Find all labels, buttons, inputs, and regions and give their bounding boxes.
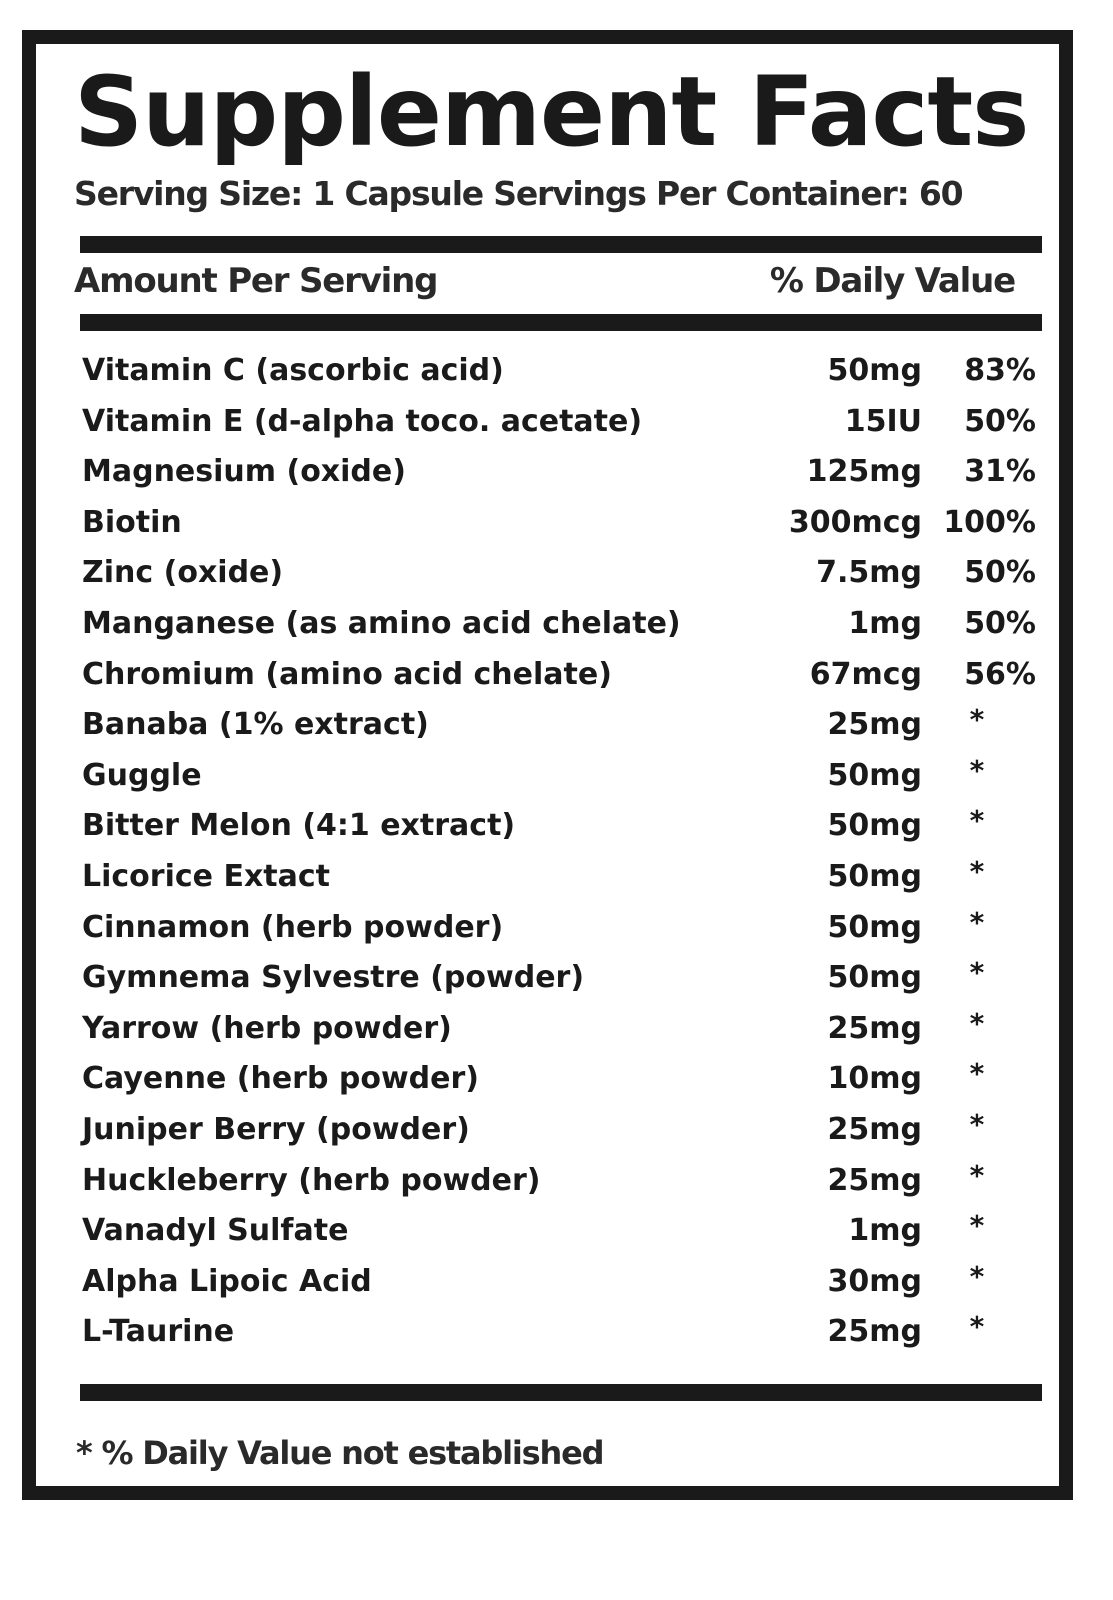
ingredient-row: [82, 1004, 1044, 1055]
ingredient-row: [82, 953, 1044, 1004]
daily-value-header: % Daily Value: [769, 261, 1015, 301]
serving-info: Serving Size: 1 Capsule Servings Per Container: 60: [74, 174, 963, 213]
ingredient-name: Cinnamon (herb powder): [82, 909, 504, 945]
ingredient-daily-value: 50%: [964, 403, 1036, 439]
amount-per-serving-header: Amount Per Serving: [74, 261, 438, 301]
ingredient-name: Licorice Extact: [82, 858, 330, 894]
daily-value-not-established-mark: *: [969, 1209, 985, 1243]
ingredient-name: Cayenne (herb powder): [82, 1061, 480, 1097]
daily-value-not-established-mark: *: [969, 956, 985, 990]
ingredient-row: [82, 903, 1044, 954]
supplement-facts-panel: [22, 30, 1073, 1500]
ingredient-name: Huckleberry (herb powder): [82, 1162, 541, 1198]
ingredient-name: Guggle: [82, 757, 202, 793]
ingredient-name: Zinc (oxide): [82, 555, 284, 591]
ingredient-amount: 125mg: [806, 454, 922, 490]
ingredient-name: Yarrow (herb powder): [82, 1010, 452, 1046]
ingredient-row: [82, 1054, 1044, 1105]
ingredient-amount: 7.5mg: [816, 555, 922, 591]
ingredient-amount: 300mcg: [788, 504, 922, 540]
ingredient-row: [82, 1156, 1044, 1207]
ingredient-amount: 1mg: [848, 605, 922, 641]
ingredient-amount: 50mg: [827, 808, 922, 844]
daily-value-not-established-mark: *: [969, 854, 985, 888]
ingredient-amount: 30mg: [827, 1263, 922, 1299]
ingredient-row: [82, 599, 1044, 650]
ingredient-amount: 25mg: [827, 1162, 922, 1198]
ingredient-row: [82, 650, 1044, 701]
panel-title: Supplement Facts: [74, 56, 1029, 168]
ingredient-name: L-Taurine: [82, 1314, 235, 1350]
divider-thick-header: [80, 314, 1042, 331]
daily-value-not-established-mark: *: [969, 1006, 985, 1040]
daily-value-not-established-mark: *: [969, 1259, 985, 1293]
ingredient-row: [82, 548, 1044, 599]
ingredient-daily-value: 56%: [964, 656, 1036, 692]
daily-value-not-established-mark: *: [969, 703, 985, 737]
ingredient-name: Chromium (amino acid chelate): [82, 656, 612, 692]
daily-value-not-established-mark: *: [969, 1158, 985, 1192]
ingredient-name: Vitamin E (d-alpha toco. acetate): [82, 403, 643, 439]
ingredient-amount: 25mg: [827, 707, 922, 743]
ingredient-row: [82, 751, 1044, 802]
ingredient-amount: 50mg: [827, 909, 922, 945]
ingredient-name: Magnesium (oxide): [82, 454, 406, 490]
ingredient-row: [82, 801, 1044, 852]
ingredient-row: [82, 498, 1044, 549]
daily-value-not-established-mark: *: [969, 905, 985, 939]
ingredient-name: Vanadyl Sulfate: [82, 1213, 349, 1249]
ingredient-name: Biotin: [82, 504, 182, 540]
ingredient-amount: 15IU: [844, 403, 922, 439]
daily-value-not-established-mark: *: [969, 753, 985, 787]
ingredient-name: Gymnema Sylvestre (powder): [82, 960, 585, 996]
daily-value-footnote: * % Daily Value not established: [76, 1434, 604, 1472]
ingredient-list: [82, 346, 1044, 1358]
ingredient-daily-value: 83%: [964, 353, 1036, 388]
ingredient-amount: 25mg: [827, 1111, 922, 1147]
ingredient-row: [82, 1257, 1044, 1308]
ingredient-amount: 50mg: [827, 858, 922, 894]
daily-value-not-established-mark: *: [969, 1107, 985, 1141]
ingredient-row: [82, 397, 1044, 448]
ingredient-amount: 50mg: [827, 757, 922, 793]
ingredient-name: Manganese (as amino acid chelate): [82, 605, 681, 641]
divider-thick-top: [80, 236, 1042, 253]
ingredient-name: Banaba (1% extract): [82, 707, 429, 743]
ingredient-daily-value: 31%: [964, 454, 1036, 490]
ingredient-row: [82, 346, 1044, 397]
daily-value-not-established-mark: *: [969, 1057, 985, 1091]
divider-thick-bottom: [80, 1384, 1042, 1401]
ingredient-amount: 25mg: [827, 1010, 922, 1046]
ingredient-amount: 10mg: [827, 1061, 922, 1097]
daily-value-not-established-mark: *: [969, 1310, 985, 1344]
ingredient-daily-value: 50%: [964, 605, 1036, 641]
ingredient-row: [82, 1105, 1044, 1156]
ingredient-amount: 25mg: [827, 1314, 922, 1350]
ingredient-row: [82, 852, 1044, 903]
ingredient-row: [82, 1307, 1044, 1358]
ingredient-amount: 50mg: [827, 960, 922, 996]
ingredient-name: Vitamin C (ascorbic acid): [82, 353, 504, 388]
ingredient-amount: 1mg: [848, 1213, 922, 1249]
ingredient-row: [82, 447, 1044, 498]
daily-value-not-established-mark: *: [969, 804, 985, 838]
ingredient-daily-value: 100%: [943, 504, 1036, 540]
ingredient-daily-value: 50%: [964, 555, 1036, 591]
ingredient-amount: 67mcg: [809, 656, 922, 692]
ingredient-row: [82, 1206, 1044, 1257]
ingredient-row: [82, 700, 1044, 751]
ingredient-name: Alpha Lipoic Acid: [82, 1263, 372, 1299]
ingredient-name: Bitter Melon (4:1 extract): [82, 808, 516, 844]
ingredient-name: Juniper Berry (powder): [82, 1111, 470, 1147]
ingredient-amount: 50mg: [827, 353, 922, 388]
